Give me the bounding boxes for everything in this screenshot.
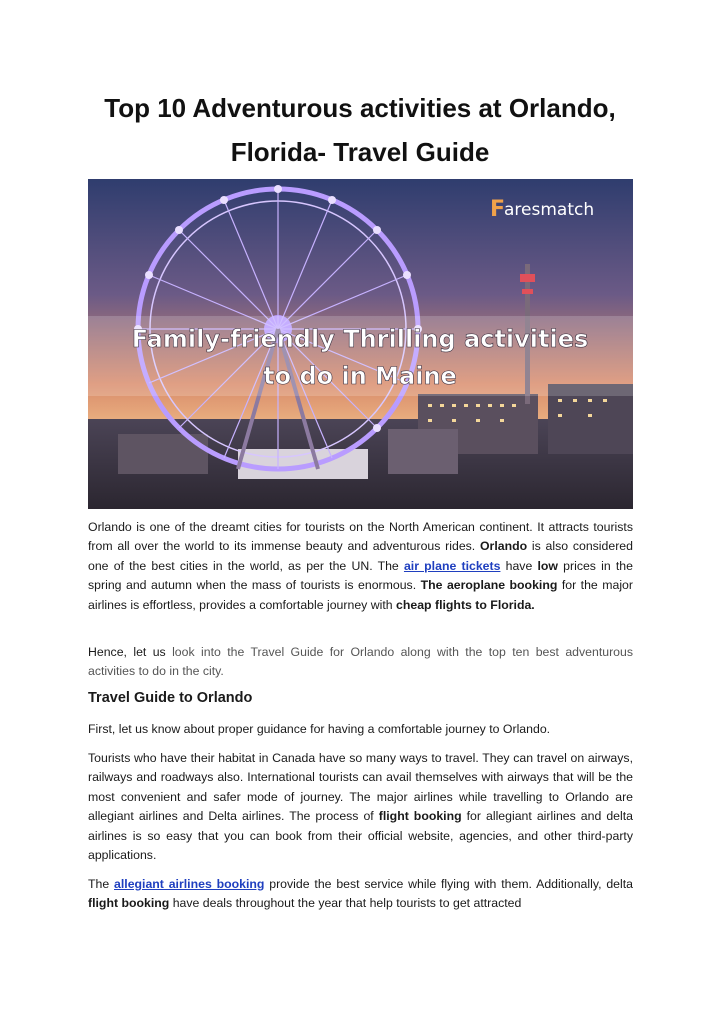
hero-image	[88, 179, 633, 509]
para2-text-2: look into the Travel Guide for Orlando along with the top ten best adventurous activities to do in the city.	[88, 645, 633, 679]
para1-bold-low: low	[537, 558, 558, 573]
hero-headline-line-2: to do in Maine	[263, 362, 457, 390]
para1-bold-cheap-flights: cheap flights to Florida.	[396, 597, 535, 612]
faresmatch-logo	[490, 197, 594, 222]
para4-text-1: Tourists who have their habitat in Canada have so many ways to travel. They can travel on airways, railways and roadways also. International tourists can avail themselves with airways that will be the most convenient and safer mode of journey. The major airlines while travelling to Orlando are allegiant airlines and Delta airlines. The process of	[88, 751, 633, 824]
para1-bold-orlando: Orlando	[479, 539, 528, 554]
allegiant-airlines-booking-link[interactable]: allegiant airlines booking	[114, 877, 265, 891]
para1-text-2: is also considered one of the best cities in the world, as per the UN. The	[88, 539, 633, 573]
paragraph-intro	[88, 518, 633, 615]
para2-text-1: Hence, let us	[88, 645, 173, 659]
para5-text-1: The	[88, 877, 115, 891]
page-title	[60, 86, 660, 174]
para1-text-4: prices in the spring and autumn when the mass of tourists is enormous.	[88, 558, 633, 593]
hero-headline-line-1: Family-friendly Thrilling activities	[131, 325, 589, 353]
para1-bold-aeroplane-booking: The aeroplane booking	[420, 578, 558, 593]
logo-text: aresmatch	[504, 200, 595, 220]
paragraph-tourists	[88, 749, 633, 865]
para1-text-5: for the major airlines is effortless, provides a comfortable journey with	[88, 578, 633, 612]
paragraph-allegiant	[88, 875, 633, 914]
para1-text-1: Orlando is one of the dreamt cities for tourists on the North American continent. It attracts tourists from all over the world to its immense beauty and adventurous rides.	[88, 520, 633, 554]
title-line-1: Top 10 Adventurous activities at Orlando,	[104, 93, 616, 123]
paragraph-guidance	[88, 720, 633, 739]
para4-text-2: for allegiant airlines and delta airlines is so easy that you can book from their official website, agencies, and other third-party applications.	[88, 809, 633, 863]
para1-text-3: have	[500, 558, 538, 573]
paragraph-hence	[88, 643, 633, 682]
logo-prefix: F	[490, 197, 506, 222]
title-line-2: Florida- Travel Guide	[230, 137, 490, 167]
para5-text-2: provide the best service while flying with them. Additionally, delta	[264, 877, 633, 891]
section-heading-travel-guide: Travel Guide to Orlando	[88, 690, 253, 706]
para3-text: First, let us know about proper guidance for having a comfortable journey to Orlando.	[88, 722, 551, 736]
para5-bold-flight-booking: flight booking	[88, 896, 170, 911]
air-plane-tickets-link[interactable]: air plane tickets	[403, 558, 501, 573]
para4-bold-flight-booking: flight booking	[378, 809, 462, 824]
hero-illustration	[88, 179, 633, 509]
para5-text-3: have deals throughout the year that help tourists to get attracted	[169, 896, 522, 911]
